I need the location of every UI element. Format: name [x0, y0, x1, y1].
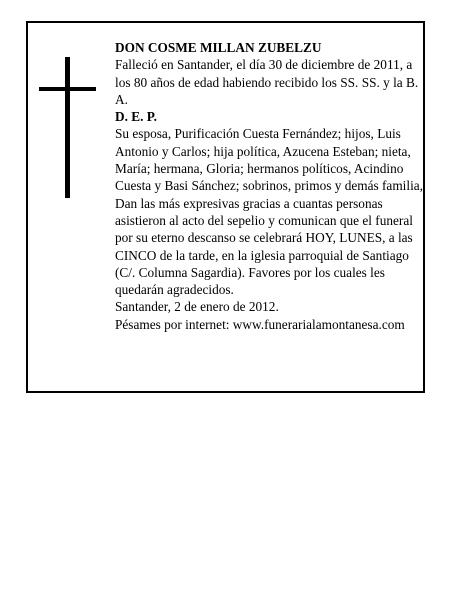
place-date: Santander, 2 de enero de 2012. [115, 299, 279, 315]
death-statement: Falleció en Santander, el día 30 de diciembre de 2011, a los 80 años de edad habiendo recibido los SS. SS. y la B. A. [115, 57, 419, 107]
rip-line: D. E. P. [115, 109, 157, 125]
thanks-paragraph: Dan las más expresivas gracias a cuantas personas asistieron al acto del sepelio y comunican que el funeral por su eterno descanso se celebrará HOY, LUNES, a las CINCO de la tarde, en la iglesia parroquial de Santiago (C/. Columna Sagardia). Favores por los cuales les quedarán agradecidos. [115, 195, 413, 298]
family-list: Su esposa, Purificación Cuesta Fernández; hijos, Luis Antonio y Carlos; hija política, Azucena Esteban; nieta, María; hermana, Gloria; hermanos políticos, Acindino Cuesta y Basi Sánchez; sobrinos, primos y demás familia, [115, 126, 423, 194]
notice-text [115, 39, 423, 333]
obituary-notice [26, 21, 425, 393]
cross-vertical-bar [65, 57, 70, 198]
cross-horizontal-bar [39, 87, 96, 91]
deceased-name: DON COSME MILLAN ZUBELZU [115, 40, 322, 55]
condolences-line: Pésames por internet: www.funerarialamontanesa.com [115, 316, 405, 332]
